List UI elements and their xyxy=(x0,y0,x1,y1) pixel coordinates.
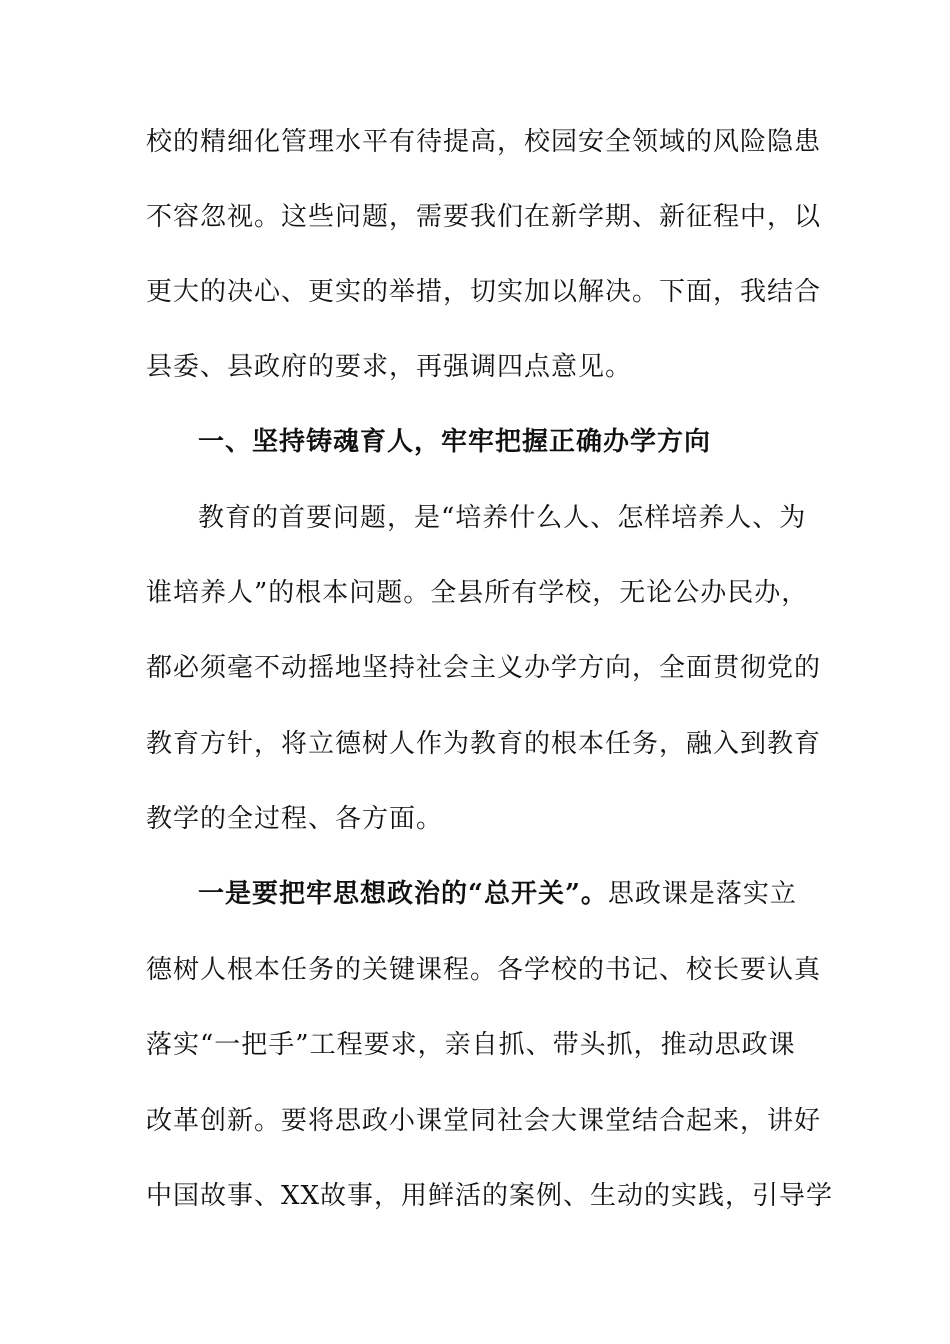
p1-line-2: 谁培养人”的根本问题。全县所有学校，无论公办民办， xyxy=(146,578,809,608)
p2-line-1-rest: 思政课是落实立 xyxy=(607,879,797,909)
p1-line-3: 都必须毫不动摇地坚持社会主义办学方向，全面贯彻党的 xyxy=(146,653,822,683)
intro-line-2: 不容忽视。这些问题，需要我们在新学期、新征程中，以 xyxy=(146,202,822,232)
p2-lead-bold: 一是要把牢思想政治的“总开关”。 xyxy=(198,879,608,909)
intro-line-3: 更大的决心、更实的举措，切实加以解决。下面，我结合 xyxy=(146,277,822,307)
p2-line-2: 德树人根本任务的关键课程。各学校的书记、校长要认真 xyxy=(146,955,822,985)
p2-line-1 xyxy=(198,876,858,912)
p2-line-4: 改革创新。要将思政小课堂同社会大课堂结合起来，讲好 xyxy=(146,1106,822,1136)
p2-line-5: 中国故事、XX故事，用鲜活的案例、生动的实践，引导学 xyxy=(146,1181,834,1211)
p1-line-1: 教育的首要问题，是“培养什么人、怎样培养人、为 xyxy=(198,503,807,533)
intro-line-4: 县委、县政府的要求，再强调四点意见。 xyxy=(146,352,633,382)
p1-line-4: 教育方针，将立德树人作为教育的根本任务，融入到教育 xyxy=(146,729,822,759)
p2-line-3: 落实“一把手”工程要求，亲自抓、带头抓，推动思政课 xyxy=(146,1030,796,1060)
p1-line-5: 教学的全过程、各方面。 xyxy=(146,804,444,834)
section-heading: 一、坚持铸魂育人，牢牢把握正确办学方向 xyxy=(198,427,712,457)
intro-line-1: 校的精细化管理水平有待提高，校园安全领域的风险隐患 xyxy=(146,127,822,157)
